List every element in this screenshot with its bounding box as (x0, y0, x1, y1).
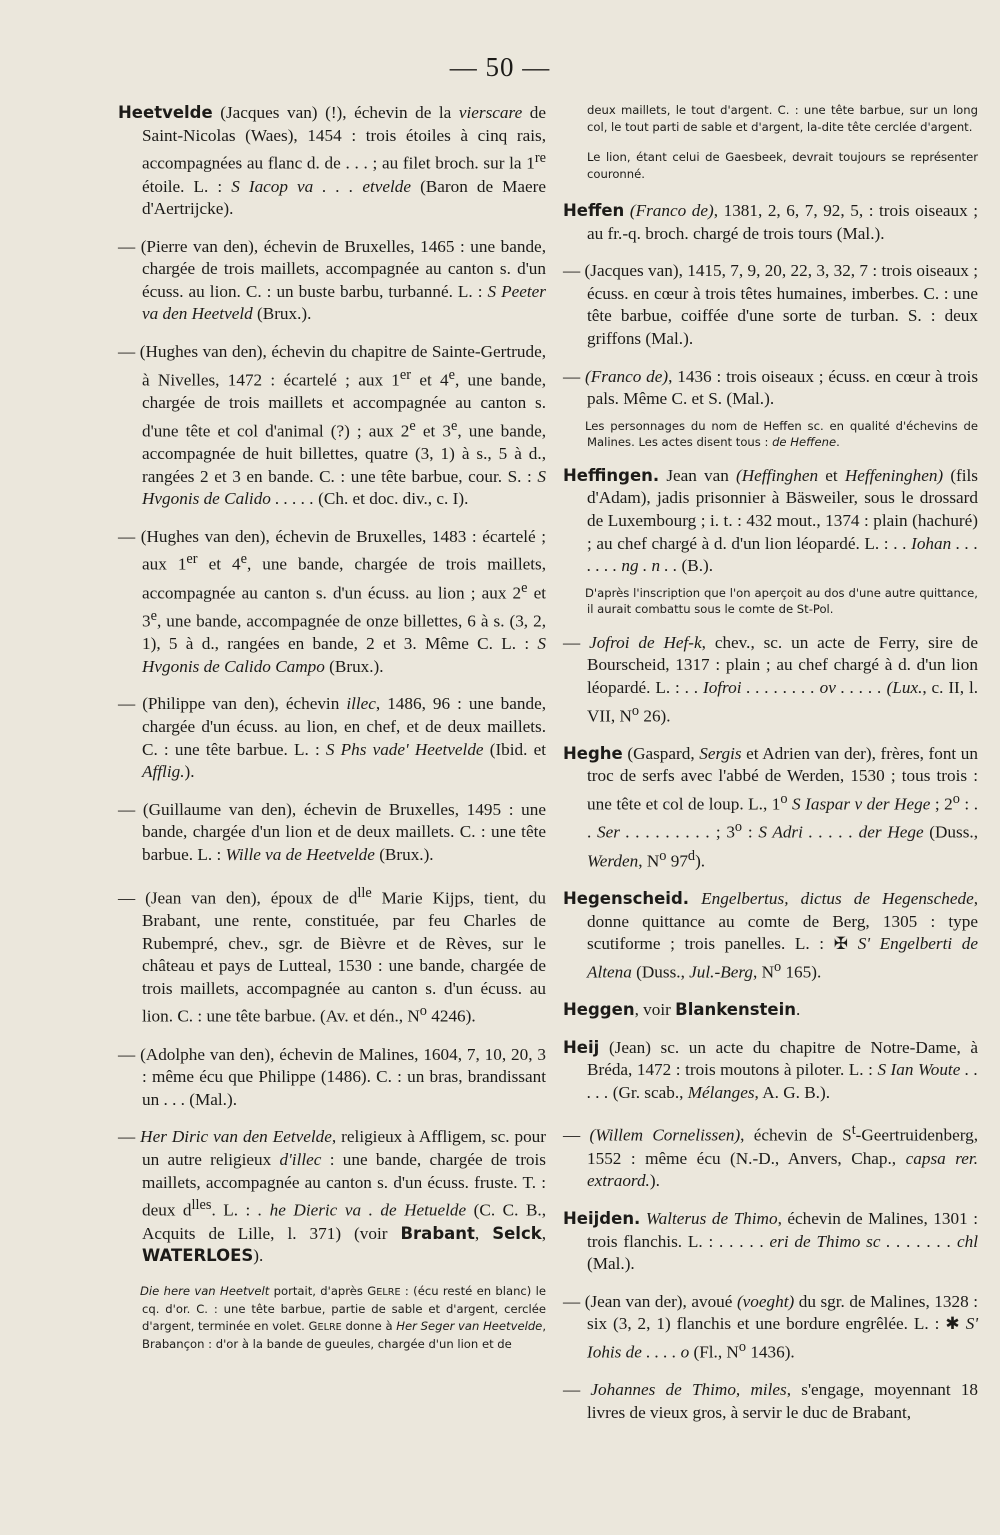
entry-hughes-1483: — (Hughes van den), échevin de Bruxelles, 1483 : écartelé ; aux 1er et 4e, une bande, chargée de trois maillets, accompagnée au canton s. d'un écuss. au lion ; aux 2e et 3e, une bande, accompagnée de onze billettes, 6 à s. (3, 2, 1), 5 à d., rangées en bande, 2 et 3. Même C. L. : S Hvgonis de Calido Campo (Brux.). (118, 526, 546, 676)
note-gelre: Die here van Heetvelt portait, d'après GELRE : (écu resté en blanc) le cq. d'or. C. : une tête barbue, partie de sable et d'argent, cerclée d'argent, terminée en volet. GELRE donne à Her Seger van Heetvelde, Brabançon : d'or à la bande de gueules, chargée d'un lion et de (140, 1283, 547, 1352)
note-heffen: Les personnages du nom de Heffen sc. en qualité d'échevins de Malines. Les actes disent tous : de Heffene. (585, 418, 978, 450)
entry-jofroi: — Jofroi de Hef-k, chev., sc. un acte de Ferry, sire de Bourscheid, 1317 : plain ; au chef chargé à d. d'un lion léopardé. L. : . . Iofroi . . . . . . . . ov . . . . . (Lux., c. II, l. VII, $N^o$ 26). (563, 632, 979, 726)
right-column (563, 102, 978, 1439)
note-heffingen: D'après l'inscription que l'on aperçoit au dos d'une autre quittance, il aurait combattu sous le comte de St-Pol. (585, 585, 978, 617)
entry-heffen-franco: Heffen (Franco de), 1381, 2, 6, 7, 92, 5, : trois oiseaux ; au fr.-q. broch. chargé de trois tours (Mal.). (563, 201, 978, 243)
entry-guillaume: — (Guillaume van den), échevin de Bruxelles, 1495 : une bande, chargée d'un lion et de deux maillets. C. : une tête barbue. L. : Wille va de Heetvelde (Brux.). (118, 799, 546, 865)
entry-heffingen: Heffingen. Jean van (Heffinghen et Heffeninghen) (fils d'Adam), jadis prisonnier à Bäsweiler, sous le drossard de Luxembourg ; i. t. : 432 mout., 1374 : plain (hachuré) ; au chef chargé à d. d'un lion léopardé. L. : . . Iohan . . . . . . . ng . n . . (B.). (563, 465, 978, 576)
entry-heijden: Heijden. Walterus de Thimo, échevin de Malines, 1301 : trois flanchis. L. : . . . . . eri de Thimo sc . . . . . . . chl (Mal.). (563, 1209, 978, 1274)
entry-heffen-jacques: — (Jacques van), 1415, 7, 9, 20, 22, 3, 32, 7 : trois oiseaux ; écuss. en cœur à trois têtes humaines, imberbes. C. : une tête barbue, coiffée d'une sorte de turban. S. : deux griffons (Mal.). (563, 261, 978, 348)
left-column (118, 102, 546, 1367)
entry-pierre: — (Pierre van den), échevin de Bruxelles, 1465 : une bande, chargée de trois maillets, accompagnée au canton s. d'un écuss. au lion. C. : un buste barbu, turbanné. L. : S Peeter va den Heetveld (Brux.). (118, 236, 547, 324)
note-gelre-continued: deux maillets, le tout d'argent. C. : une tête barbue, sur un long col, le tout parti de sable et d'argent, la-dite tête cerclée d'argent. (587, 103, 978, 134)
page-number: — 50 — (449, 52, 551, 82)
entry-johannes: — Johannes de Thimo, miles, s'engage, moyennant 18 livres de vieux gros, à servir le duc de Brabant, (563, 1380, 979, 1422)
entry-hughes-1472: — (Hughes van den), échevin du chapitre de Sainte-Gertrude, à Nivelles, 1472 : écartelé ; aux 1er et 4e, une bande, chargée de trois maillets et accompagnée au canton s. d'une tête et col d'animal (?) ; aux 2e et 3e, une bande, accompagnée de huit billettes, quatre (3, 1) à s., 5 à d., rangées 2 et 3 en bande. C. : une tête barbue, cour. S. : S Hvgonis de Calido . . . . . (Ch. et doc. div., c. I). (118, 342, 547, 509)
note-lion-gaesbeek: Le lion, étant celui de Gaesbeek, devrait toujours se représenter couronné. (587, 150, 978, 181)
entry-heetvelde-jacques: Heetvelde (Jacques van) (!), échevin de la vierscare de Saint-Nicolas (Waes), 1454 : trois étoiles à cinq rais, accompagnées au flanc d. de . . . ; au filet broch. sur la 1re étoile. L. : S Iacop va . . . etvelde (Baron de Maere d'Aertrijcke). (118, 103, 547, 219)
entry-heij-willem: — (Willem Cornelissen), échevin de $S^t$-Geertruidenberg, 1552 : même écu (N.-D., Anvers, Chap., capsa rer. extraord.). (563, 1122, 978, 1191)
entry-philippe: — (Philippe van den), échevin illec, 1486, 96 : une bande, chargée d'un écuss. au lion, en chef, et de deux maillets. C. : une tête barbue. L. : S Phs vade' Heetvelde (Ibid. et Afflig.). (118, 694, 546, 782)
entry-jean: — (Jean van den), époux de $d^{lle}$ Marie Kijps, tient, du Brabant, une rente, constituée, par feu Charles de Rubempré, chev., sgr. de Bièvre et de Rèves, sur le château et pays de Lutteal, 1530 : une bande, chargée de trois maillets, accompagnée au canton s. d'un écuss. au lion. C. : une tête barbue. (Av. et dén., $N^o$ 4246). (118, 884, 546, 1027)
entry-heggen: Heggen, voir Blankenstein. (563, 1000, 801, 1020)
entry-hegenscheid: Hegenscheid. Engelbertus, dictus de Hegenschede, donne quittance au comte de Berg, 1305 : type scutiforme ; trois panelles. L. : ✠ S' Engelberti de Altena (Duss., Jul.-Berg, $N^o$ 165). (563, 889, 978, 982)
entry-adolphe: — (Adolphe van den), échevin de Malines, 1604, 7, 10, 20, 3 : même écu que Philippe (1486). C. : un bras, brandissant un . . . (Mal.). (118, 1044, 546, 1109)
entry-diric: — Her Diric van den Eetvelde, religieux à Affligem, sc. pour un autre religieux d'illec : une bande, chargée de trois maillets, accompagnée au canton s. d'un écuss. fruste. T. : deux $d^{lles}$. L. : . he Dieric va . de Hetuelde (C. C. B., Acquits de Lille, l. 371) (voir Brabant, Selck, WATERLOES). (118, 1127, 546, 1266)
entry-heffen-franco-1436: — (Franco de), 1436 : trois oiseaux ; écuss. en cœur à trois pals. Même C. et S. (Mal.). (563, 366, 979, 409)
entry-heghe: Heghe (Gaspard, Sergis et Adrien van der), frères, font un troc de serfs avec l'abbé de Werden, 1530 ; tous trois : une tête et col de loup. L., 1$^o$ S Iaspar v der Hege ; 2$^o$ : . . Ser . . . . . . . . . ; 3$^o$ : S Adri . . . . . der Hege (Duss., Werden, $N^o$ 97$^d$). (563, 743, 978, 871)
entry-heij-jean: Heij (Jean) sc. un acte du chapitre de Notre-Dame, à Bréda, 1472 : trois moutons à piloter. L. : S Ian Woute . . . . . (Gr. scab., Mélanges, A. G. B.). (563, 1037, 978, 1102)
entry-heijden-jean: — (Jean van der), avoué (voeght) du sgr. de Malines, 1328 : six (3, 2, 1) flanchis et une bordure engrêlée. L. : ✱ S' Iohis de . . . . o (Fl., $N^o$ 1436). (563, 1291, 978, 1362)
